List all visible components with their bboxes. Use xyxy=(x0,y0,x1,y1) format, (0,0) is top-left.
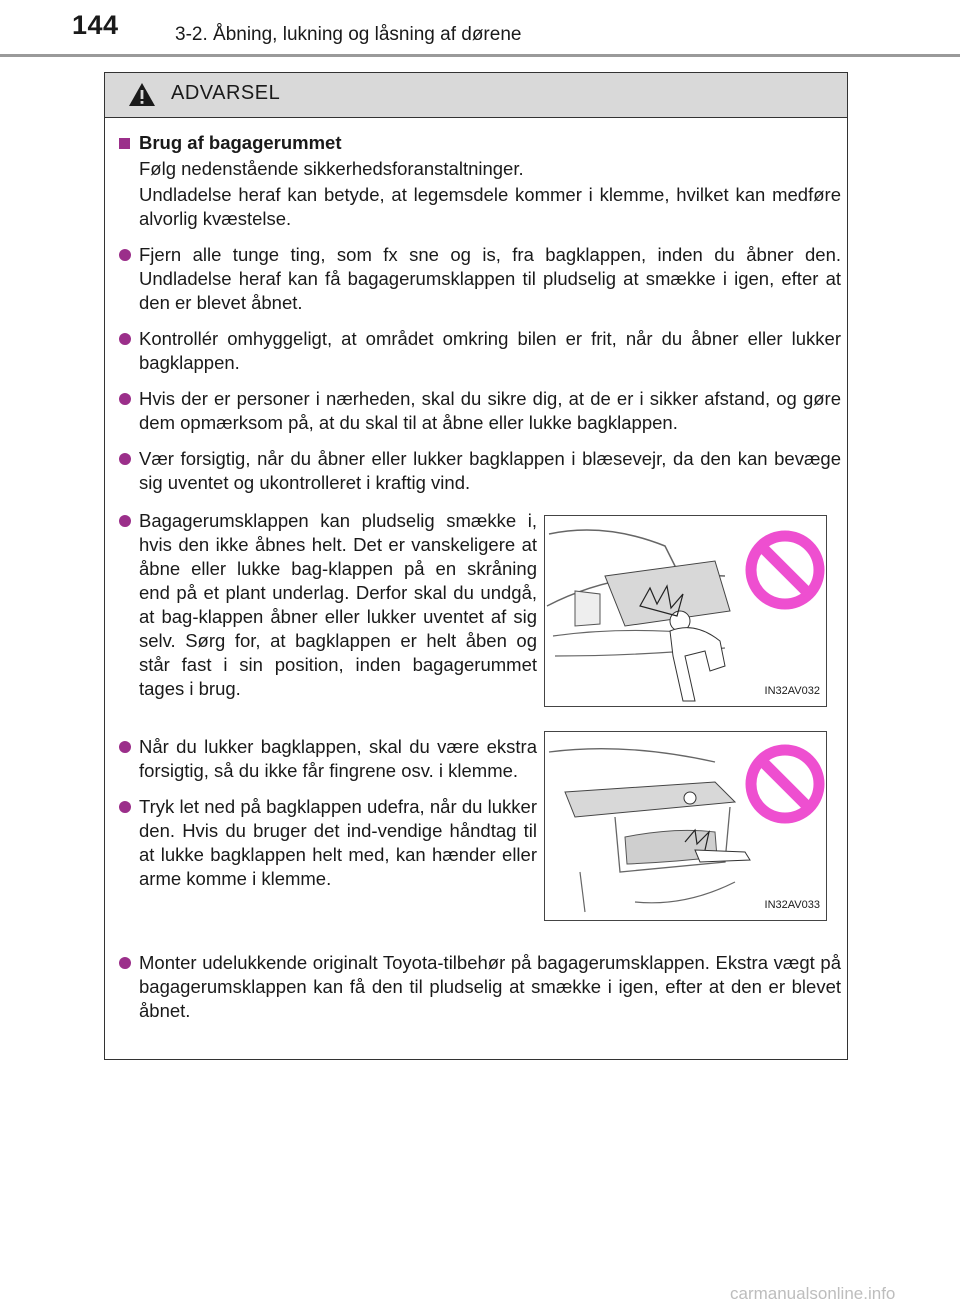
list-item-text: Bagagerumsklappen kan pludselig smække i, hvis den ikke åbnes helt. Det er vanskeligere at åbne eller lukke bag-klappen på en skråning end på et plant underlag. Derfor skal du undgå, at bag-klappen åbner eller lukker uventet af sig selv. Sørg for, at bagklappen er helt åben og står fast i sin position, inden bagagerummet tages i brug. xyxy=(139,510,537,699)
subheading-text: Brug af bagagerummet xyxy=(139,132,342,153)
list-item-text: Kontrollér omhyggeligt, at området omkring bilen er frit, når du åbner eller lukker bagklappen. xyxy=(139,328,841,373)
list-item-text: Tryk let ned på bagklappen udefra, når du lukker den. Hvis du bruger det ind-vendige håndtag til at lukke bagklappen helt med, kan hænder eller arme komme i klemme. xyxy=(139,796,537,889)
list-item-text: Fjern alle tunge ting, som fx sne og is, fra bagklappen, inden du åbner den. Undladelse heraf kan få bagagerumsklappen til pludselig at smække i igen, efter at den er blevet åbnet. xyxy=(139,244,841,313)
list-item-text: Når du lukker bagklappen, skal du være ekstra forsigtig, så du ikke får fingrene osv. i klemme. xyxy=(139,736,537,781)
list-item-text: Vær forsigtig, når du åbner eller lukker bagklappen i blæsevejr, da den kan bevæge sig uventet og ukontrolleret i kraftig vind. xyxy=(139,448,841,493)
list-item xyxy=(119,795,537,891)
list-item xyxy=(119,243,841,315)
warning-title: ADVARSEL xyxy=(171,82,281,104)
figure-row-1 xyxy=(119,509,841,737)
figure-label: IN32AV033 xyxy=(764,899,820,911)
figure-row-2 xyxy=(119,735,841,947)
list-item-text: Monter udelukkende originalt Toyota-tilbehør på bagagerumsklappen. Ekstra vægt på bagagerumsklappen kan få den til pludselig at smække i igen, efter at den er blevet åbnet. xyxy=(139,952,841,1021)
warning-content xyxy=(119,131,841,1023)
list-item-text: Hvis der er personer i nærheden, skal du sikre dig, at de er i sikker afstand, og gøre dem opmærksom på, at du skal til at åbne eller lukke bagklappen. xyxy=(139,388,841,433)
bullet-icon xyxy=(119,453,131,465)
list-item xyxy=(119,509,537,701)
list-item xyxy=(119,327,841,375)
figure-label: IN32AV032 xyxy=(764,685,820,697)
list-item xyxy=(119,735,537,783)
intro-text-2: Undladelse heraf kan betyde, at legemsdele kommer i klemme, hvilket kan medføre alvorlig kvæstelse. xyxy=(139,184,841,229)
intro-text-1: Følg nedenstående sikkerhedsforanstaltninger. xyxy=(139,158,524,179)
header-divider xyxy=(0,54,960,57)
bullet-icon xyxy=(119,393,131,405)
page-number: 144 xyxy=(72,10,119,40)
figure-trunk-closing xyxy=(544,731,827,921)
bullet-icon xyxy=(119,333,131,345)
trunk-hand-illustration xyxy=(545,732,826,920)
figure-trunk-open xyxy=(544,515,827,707)
warning-box xyxy=(104,72,848,1060)
section-title: 3-2. Åbning, lukning og låsning af dørene xyxy=(175,24,522,45)
page-header xyxy=(0,0,960,60)
warning-header xyxy=(105,73,847,118)
trunk-person-illustration xyxy=(545,516,826,706)
watermark: carmanualsonline.info xyxy=(730,1284,896,1303)
warning-triangle-icon xyxy=(128,82,156,107)
bullet-icon xyxy=(119,957,131,969)
bullet-icon xyxy=(119,741,131,753)
square-bullet-icon xyxy=(119,138,130,149)
subheading xyxy=(119,131,841,155)
bullet-icon xyxy=(119,801,131,813)
bullet-icon xyxy=(119,515,131,527)
bullet-icon xyxy=(119,249,131,261)
list-item xyxy=(119,387,841,435)
list-item xyxy=(119,447,841,495)
list-item xyxy=(119,951,841,1023)
